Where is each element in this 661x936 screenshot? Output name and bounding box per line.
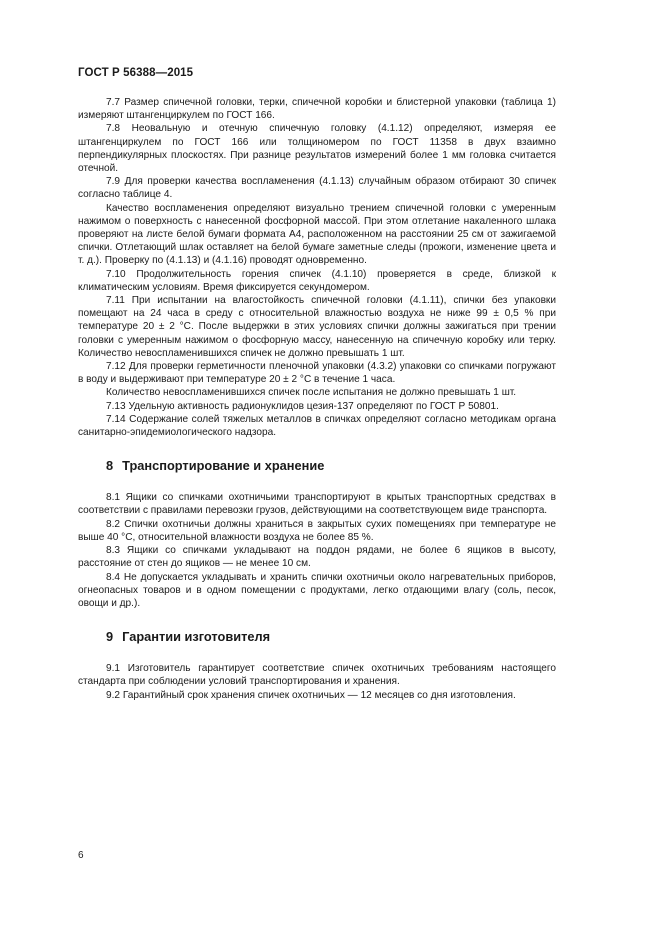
- page-number: 6: [78, 850, 84, 861]
- paragraph-7-12: 7.12 Для проверки герметичности пленочной упаковки (4.3.2) упаковки со спичками погружают в воду и выдерживают при температуре 20 ± 2 °С в течение 1 часа.: [78, 361, 556, 386]
- paragraph-7-14: 7.14 Содержание солей тяжелых металлов в спичках определяют согласно методикам органа санитарно-эпидемиологического надзора.: [78, 413, 556, 439]
- document-body: [78, 96, 556, 702]
- paragraph-9-1: 9.1 Изготовитель гарантирует соответствие спичек охотничьих требованиям настоящего стандарта при соблюдении условий транспортирования и хранения.: [78, 663, 556, 688]
- section-9-heading: Гарантии изготовителя: [122, 629, 271, 645]
- paragraph-7-9-ignition-quality: Качество воспламенения определяют визуально трением спичечной головки с умеренным нажимом о поверхность с нанесенной фосфорной массой. При этом отлетание накаленного шлака проверяют на листе белой бумаги формата А4, расположенном на расстоянии 25 см от зажигаемой спички. Отлетающий шлак оставляет на белой бумаге заметные следы (прожоги, изменение цвета и т. д.). Проверку по (4.1.13) и (4.1.16) проводят одновременно.: [78, 202, 556, 267]
- paragraph-8-1: 8.1 Ящики со спичками охотничьими транспортируют в крытых транспортных средствах в соответствии с правилами перевозки грузов, действующими на соответствующем виде транспорта.: [78, 492, 556, 517]
- section-8-title: [78, 458, 556, 474]
- paragraph-7-13: 7.13 Удельную активность радионуклидов цезия-137 определяют по ГОСТ Р 50801.: [106, 400, 499, 412]
- paragraph-7-10: 7.10 Продолжительность горения спичек (4.1.10) проверяется в среде, близкой к климатическим условиям. Время фиксируется секундомером.: [78, 268, 556, 293]
- paragraph-7-8: 7.8 Неовальную и отечную спичечную головку (4.1.12) определяют, измеряя ее штангенциркулем по ГОСТ 166 или толщиномером по ГОСТ 11358 в двух взаимно перпендикулярных плоскостях. При разнице результатов измерений более 1 мм головка считается отечной.: [78, 123, 556, 175]
- paragraph-7-7: 7.7 Размер спичечной головки, терки, спичечной коробки и блистерной упаковки (таблица 1) измеряют штангенциркулем по ГОСТ 166.: [78, 97, 556, 122]
- standard-header: ГОСТ Р 56388—2015: [78, 67, 194, 79]
- section-9-number: 9: [106, 629, 114, 645]
- paragraph-9-2: 9.2 Гарантийный срок хранения спичек охотничьих — 12 месяцев со дня изготовления.: [106, 689, 516, 701]
- section-8-number: 8: [106, 458, 114, 474]
- paragraph-7-12-count: Количество невоспламенившихся спичек после испытания не должно превышать 1 шт.: [106, 387, 517, 399]
- paragraph-8-2: 8.2 Спички охотничьи должны храниться в закрытых сухих помещениях при температуре не выше 40 °С, относительной влажности воздуха не более 85 %.: [78, 518, 556, 543]
- paragraph-7-11: 7.11 При испытании на влагостойкость спичечной головки (4.1.11), спички без упаковки помещают на 24 часа в среду с относительной влажностью воздуха не ниже 99 ± 0,5 % при температуре 20 ± 2 °С. После выдержки в этих условиях спички должны зажигаться при трении головки с умеренным нажимом о фосфорную массу, нанесенную на спичечную коробку или терку. Количество невоспламенившихся спичек не должно превышать 1 шт.: [78, 295, 556, 359]
- paragraph-7-9: 7.9 Для проверки качества воспламенения (4.1.13) случайным образом отбирают 30 спичек согласно таблице 4.: [78, 176, 556, 201]
- paragraph-8-3: 8.3 Ящики со спичками укладывают на поддон рядами, не более 6 ящиков в высоту, расстояние от стен до ящиков — не менее 10 см.: [78, 545, 556, 570]
- section-8-heading: Транспортирование и хранение: [122, 458, 325, 474]
- paragraph-8-4: 8.4 Не допускается укладывать и хранить спички охотничьи около нагревательных приборов, огнеопасных товаров и в одном помещении с продуктами, легко отдающими влагу (соль, песок, овощи и др.).: [78, 571, 556, 609]
- section-9-title: [78, 629, 556, 645]
